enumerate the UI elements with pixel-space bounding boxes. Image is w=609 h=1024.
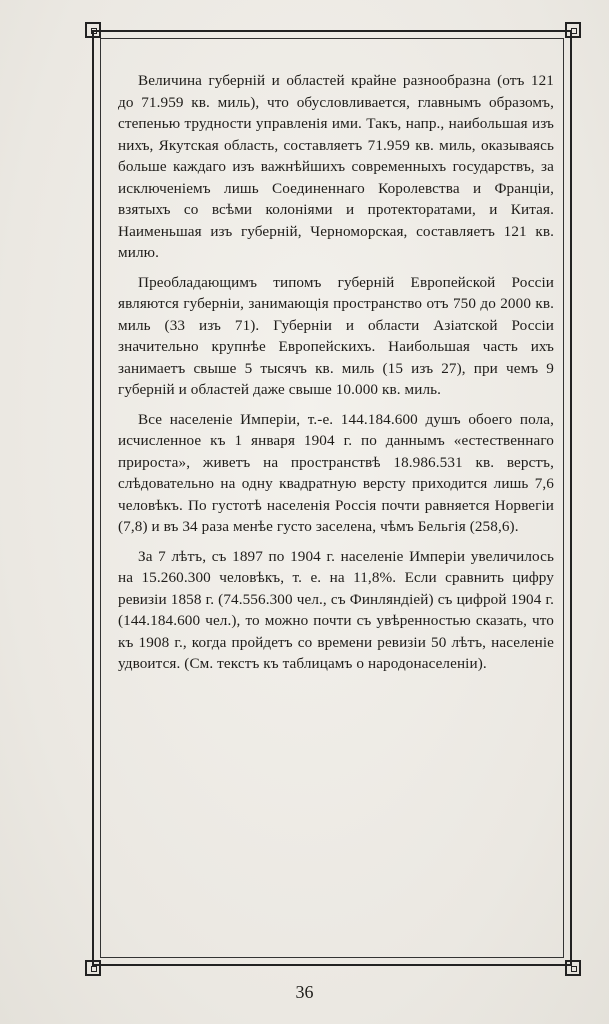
paragraph: Все населеніе Имперіи, т.-е. 144.184.600 душъ обоего пола, исчисленное къ 1 января 1904 г. по даннымъ «естественнаго прироста», живетъ на пространствѣ 18.986.531 кв. верстъ, слѣдовательно на одну квадратную версту приходится лишь 7,6 человѣкъ. По густотѣ населенія Россія почти равняется Норвегіи (7,8) и въ 34 раза менѣе густо заселена, чѣмъ Бельгія (258,6). [118,410,554,535]
page-number: 36 [295,982,314,1002]
paragraph: За 7 лѣтъ, съ 1897 по 1904 г. населеніе Имперіи увеличилось на 15.260.300 человѣкъ, т. е. на 11,8%. Если сравнить цифру ревизіи 1858 г. (74.556.300 чел., съ Финляндіей) съ цифрой 1904 г. (144.184.600 чел.), то можно почти съ увѣренностью сказать, что къ 1908 г., когда пройдетъ со времени ревизіи 50 лѣтъ, населеніе удвоится. (См. текстъ къ таблицамъ о народонаселеніи). [118,547,554,672]
frame-corner-ornament [565,22,581,38]
frame-corner-ornament [565,960,581,976]
paragraph: Величина губерній и областей крайне разнообразна (отъ 121 до 71.959 кв. миль), что обусловливается, главнымъ образомъ, степенью трудности управленія ими. Такъ, напр., наибольшая изъ нихъ, Якутская область, составляетъ 71.959 кв. миль, оказываясь больше каждаго изъ важнѣйшихъ современныхъ государствъ, за исключеніемъ лишь Соединеннаго Королевства и Франціи, взятыхъ со всѣми колоніями и протекторатами, и Китая. Наименьшая изъ губерній, Черноморская, составляетъ 121 кв. милю. [118,72,554,261]
frame-corner-ornament [85,960,101,976]
body-text [118,70,554,683]
frame-corner-ornament [85,22,101,38]
paragraph: Преобладающимъ типомъ губерній Европейской Россіи являются губерніи, занимающія пространство отъ 750 до 2000 кв. миль (33 изъ 71). Губерніи и области Азіатской Россіи значительно крупнѣе Европейскихъ. Наибольшая часть ихъ занимаетъ свыше 5 тысячъ кв. миль (15 изъ 27), при чемъ 9 губерній и областей даже свыше 10.000 кв. миль. [118,273,554,398]
